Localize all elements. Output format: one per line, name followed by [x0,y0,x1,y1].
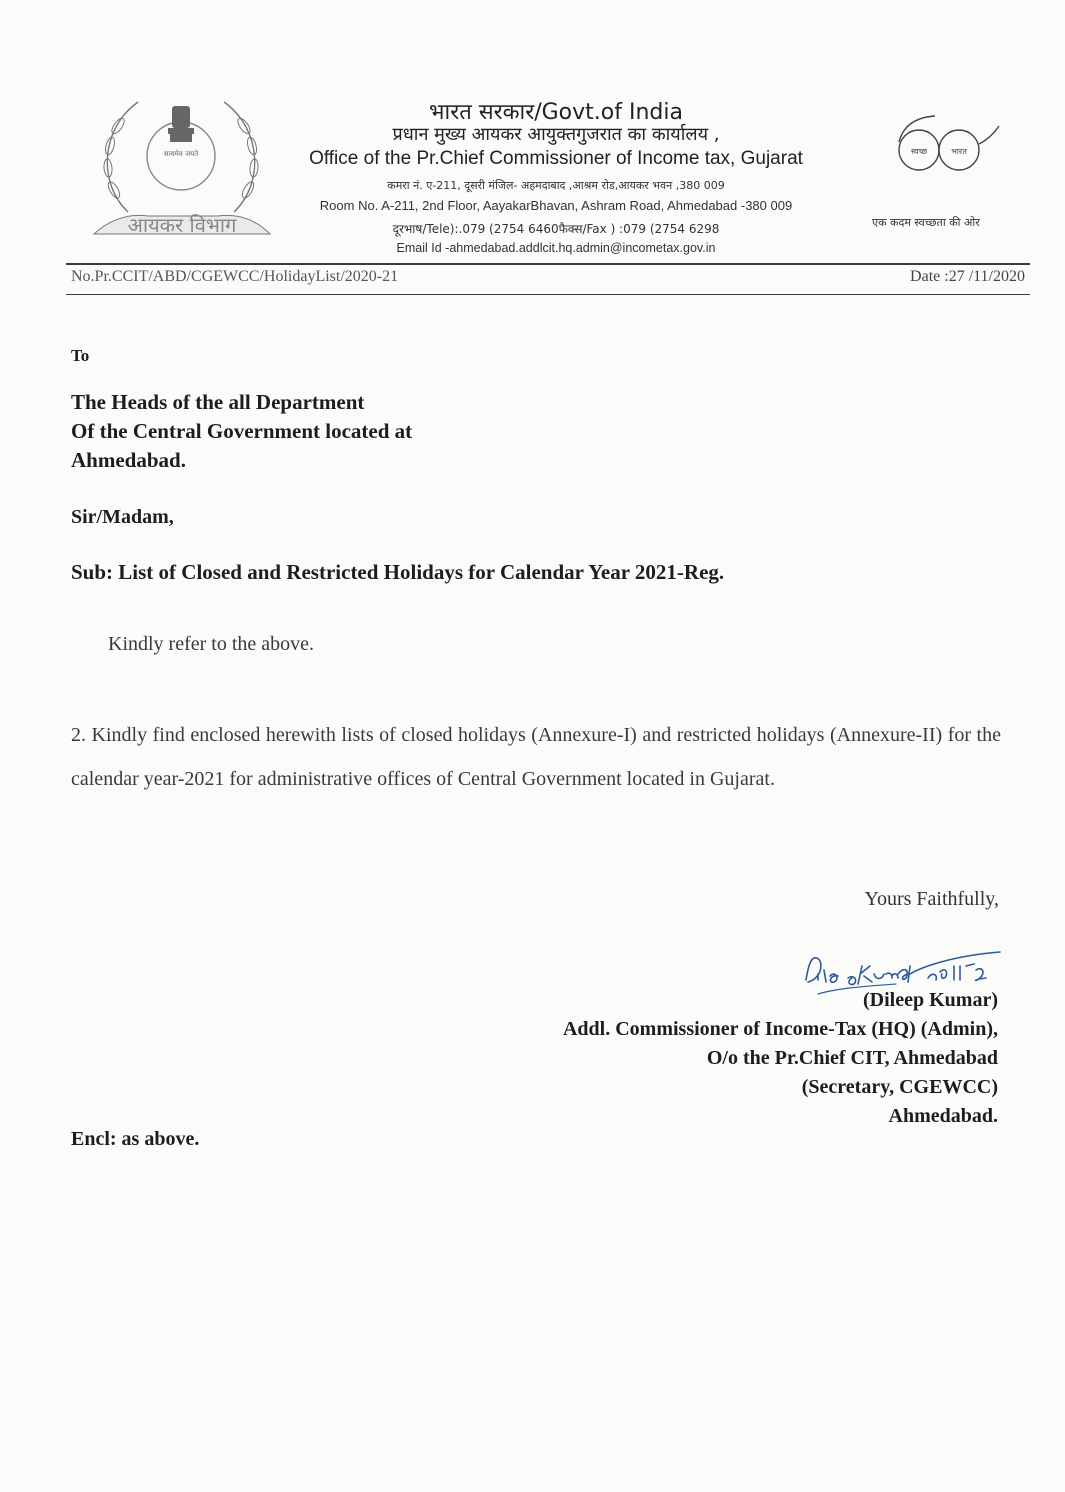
letterhead-address-hi: कमरा नं. ए-211, दूसरी मंजिल- अहमदाबाद ,आश्रम रोड,आयकर भवन ,380 009 [387,179,725,192]
letterhead-hindi-office: प्रधान मुख्य आयकर आयुक्तगुजरात का कार्यालय , [392,124,720,145]
svg-text:सत्यमेव जयते: सत्यमेव जयते [163,150,199,158]
recipient-address [71,388,412,475]
to-label: To [71,346,90,365]
signatory-office: O/o the Pr.Chief CIT, Ahmedabad [706,1047,998,1069]
reference-number: No.Pr.CCIT/ABD/CGEWCC/HolidayList/2020-21 [71,268,399,285]
signatory-name: (Dileep Kumar) [863,989,998,1011]
swachh-tagline: एक कदम स्वच्छता की ओर [872,216,980,229]
recipient-line-3: Ahmedabad. [71,448,186,472]
enclosure-note: Encl: as above. [71,1128,200,1150]
emblem-text: आयकर विभाग [127,213,237,237]
recipient-line-1: The Heads of the all Department [71,390,365,414]
signatory-role: (Secretary, CGEWCC) [801,1076,998,1098]
letterhead-phone: दूरभाष/Tele):.079 (2754 6460फैक्स/Fax ) :079 (2754 6298 [392,222,720,236]
swachh-bharat-logo [895,108,1005,184]
reference-divider [66,294,1030,295]
letterhead-address-en: Room No. A-211, 2nd Floor, AayakarBhavan, Ashram Road, Ahmedabad -380 009 [319,198,793,213]
recipient-line-2: Of the Central Government located at [71,419,413,443]
letterhead-title: भारत सरकार/Govt.of India [429,100,683,125]
signatory-designation: Addl. Commissioner of Income-Tax (HQ) (Admin), [562,1018,998,1040]
svg-text:भारत: भारत [951,147,967,156]
letter-date: Date :27 /11/2020 [910,268,1025,285]
subject-line: Sub: List of Closed and Restricted Holidays for Calendar Year 2021-Reg. [71,560,725,584]
letterhead-office-en: Office of the Pr.Chief Commissioner of Income tax, Gujarat [309,148,803,169]
svg-text:स्वच्छ: स्वच्छ [910,147,928,156]
closing: Yours Faithfully, [864,888,999,910]
letterhead-email: Email Id -ahmedabad.addlcit.hq.admin@incometax.gov.in [396,241,716,255]
header-divider [66,263,1030,265]
signatory-place: Ahmedabad. [888,1105,998,1127]
signature-block [563,986,998,1131]
paragraph-2: 2. Kindly find enclosed herewith lists of closed holidays (Annexure-I) and restricted holidays (Annexure-II) for the calendar year-2021 for administrative offices of Central Government located in Gujarat. [71,724,1001,790]
salutation: Sir/Madam, [71,506,174,528]
paragraph-1: Kindly refer to the above. [108,633,315,655]
